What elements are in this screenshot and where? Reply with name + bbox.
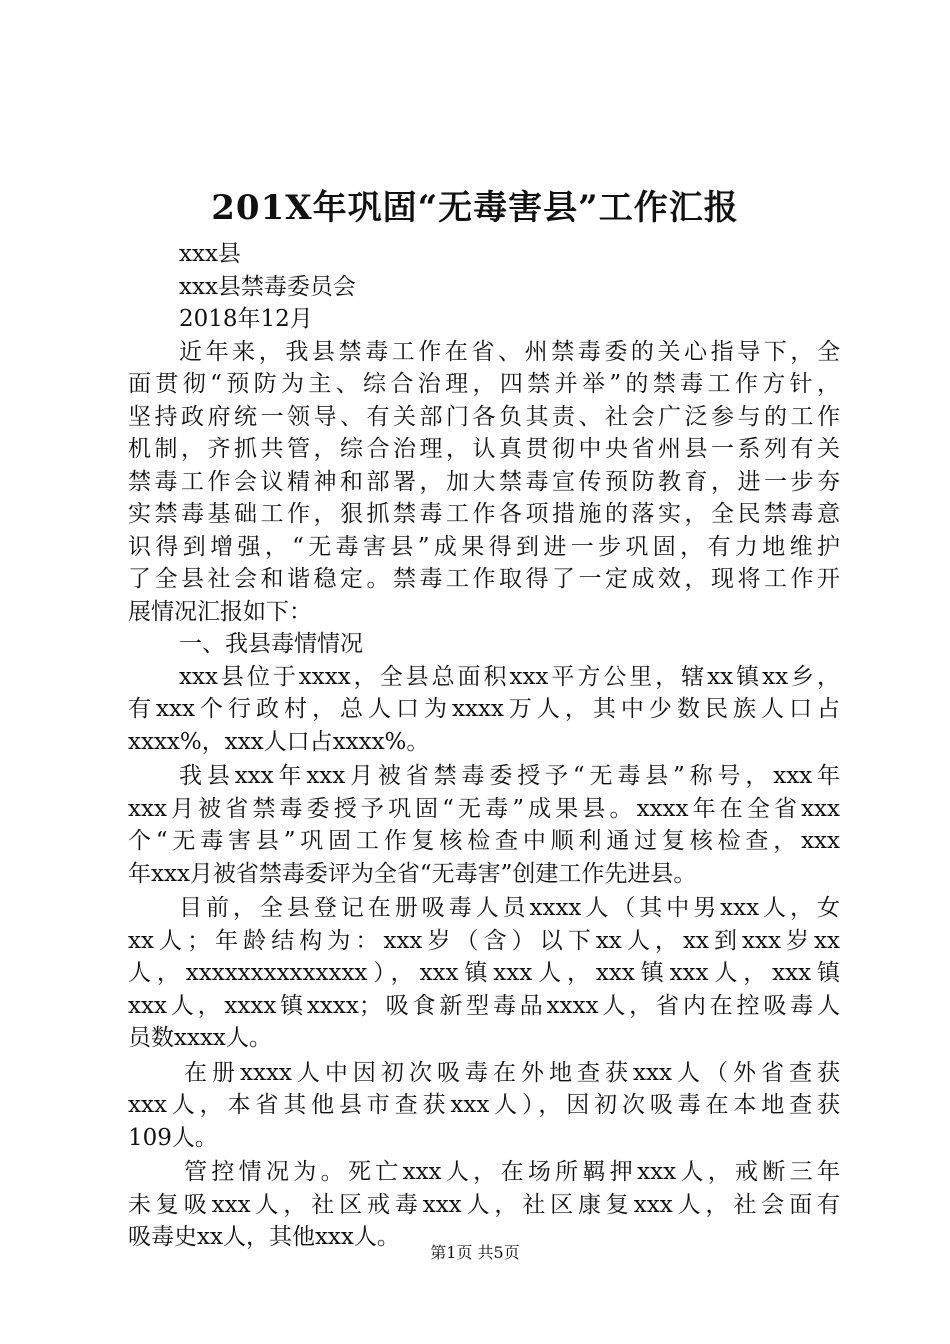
control-status-paragraph (128, 1156, 840, 1254)
paragraph-line: 近年来，我县禁毒工作在省、州禁毒委的关心指导下，全 (179, 338, 840, 365)
paragraph-line: 面贯彻“预防为主、综合治理，四禁并举”的禁毒工作方针， (128, 371, 840, 397)
document-title: 201X年巩固“无毒害县”工作汇报 (211, 188, 739, 228)
paragraph-line: 109人。 (128, 1124, 218, 1151)
section-heading: 一、我县毒情情况 (179, 631, 363, 657)
paragraph-line: 目前，全县登记在册吸毒人员xxxx人（其中男xxx人，女 (179, 895, 840, 921)
paragraph-line: xxx县位于xxxx，全县总面积xxx平方公里，辖xx镇xx乡， (179, 663, 840, 690)
paragraph-line: 禁毒工作会议精神和部署，加大禁毒宣传预防教育，进一步夯 (128, 468, 840, 495)
page-footer: 第1页 共5页 (430, 1243, 520, 1262)
paragraph-line: 个“无毒害县”巩固工作复核检查中顺利通过复核检查，xxx (128, 828, 840, 854)
paragraph-line: xxx人，本省其他县市查获xxx人），因初次吸毒在本地查获 (128, 1092, 840, 1118)
paragraph-line: 在册xxxx人中因初次吸毒在外地查获xxx人（外省查获 (184, 1059, 840, 1086)
paragraph-line: 识得到增强，“无毒害县”成果得到进一步巩固，有力地维护 (128, 533, 840, 560)
paragraph-line: 机制，齐抓共管，综合治理，认真贯彻中央省州县一系列有关 (128, 436, 840, 462)
intro-paragraph (128, 336, 840, 629)
paragraph-line: 我县xxx年xxx月被省禁毒委授予“无毒县”称号，xxx年 (179, 763, 840, 789)
paragraph-line: 人，xxxxxxxxxxxxxx），xxx镇xxx人，xxx镇xxx人，xxx镇 (128, 960, 840, 986)
date-line: 2018年12月 (179, 306, 313, 332)
paragraph-line: 实禁毒基础工作，狠抓禁毒工作各项措施的落实，全民禁毒意 (128, 501, 840, 527)
overview-paragraph (128, 661, 840, 759)
first-use-paragraph (128, 1057, 840, 1155)
paragraph-line: 管控情况为。死亡xxx人，在场所羁押xxx人，戒断三年 (184, 1159, 840, 1185)
paragraph-line: xxx月被省禁毒委授予巩固“无毒”成果县。xxxx年在全省xxx (128, 795, 840, 822)
honors-paragraph (128, 760, 840, 890)
paragraph-line: 未复吸xxx人，社区戒毒xxx人，社区康复xxx人，社会面有 (128, 1191, 840, 1218)
registered-users-paragraph (128, 892, 840, 1055)
paragraph-line: 年xxx月被省禁毒委评为全省“无毒害”创建工作先进县。 (128, 860, 697, 887)
paragraph-line: 展情况汇报如下： (128, 598, 312, 625)
paragraph-line: xxxx%，xxx人口占xxxx%。 (128, 728, 430, 755)
committee-name-line: xxx县禁毒委员会 (179, 273, 356, 300)
paragraph-line: 员数xxxx人。 (128, 1025, 272, 1051)
document-body (128, 238, 840, 1254)
paragraph-line: xx人；年龄结构为：xxx岁（含）以下xx人，xx到xxx岁xx (128, 927, 840, 954)
paragraph-line: 吸毒史xx人，其他xxx人。 (128, 1224, 400, 1250)
paragraph-line: xxx人，xxxx镇xxxx；吸食新型毒品xxxx人，省内在控吸毒人 (128, 992, 840, 1019)
paragraph-line: 坚持政府统一领导、有关部门各负其责、社会广泛参与的工作 (128, 403, 840, 430)
county-name-line: xxx县 (179, 241, 241, 267)
paragraph-line: 了全县社会和谐稳定。禁毒工作取得了一定成效，现将工作开 (128, 566, 840, 592)
paragraph-line: 有xxx个行政村，总人口为xxxx万人，其中少数民族人口占 (128, 696, 840, 722)
